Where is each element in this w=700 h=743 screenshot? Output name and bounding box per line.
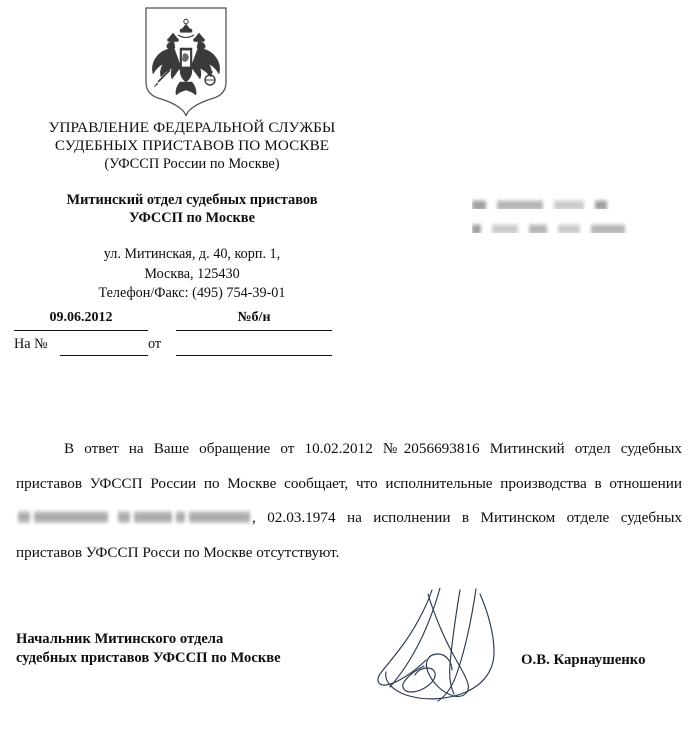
letter-number-rule <box>176 330 332 331</box>
redaction-token <box>591 224 625 233</box>
redaction-token <box>529 224 547 233</box>
letter-number-value: №б/н <box>237 310 271 325</box>
org-header-line-2: СУДЕБНЫХ ПРИСТАВОВ ПО МОСКВЕ <box>54 136 330 154</box>
reference-block <box>0 310 700 358</box>
address-phone: Телефон/Факс: (495) 754-39-01 <box>98 285 286 302</box>
redaction-token <box>595 200 607 209</box>
addressee-redaction-line-1 <box>472 196 662 209</box>
handwritten-signature <box>368 588 528 706</box>
incoming-date-rule <box>176 355 332 356</box>
signatory-name: О.В. Карнаушенко <box>521 652 646 668</box>
signatory-title-line-2: судебных приставов УФССП по Москве <box>16 650 281 667</box>
signatory-title-line-1: Начальник Митинского отдела <box>16 631 224 647</box>
body-paragraph <box>16 432 682 570</box>
department-block <box>14 192 370 228</box>
redaction-token <box>472 224 481 233</box>
organization-header <box>14 119 370 172</box>
signatory-title <box>16 630 281 669</box>
letter-date-value: 09.06.2012 <box>49 310 113 325</box>
redaction-token <box>492 224 518 233</box>
incoming-date-label: от <box>148 336 162 352</box>
address-city: Москва, 125430 <box>144 265 240 282</box>
redaction-token <box>472 200 486 209</box>
body-text-part-1: В ответ на Ваше обращение от 10.02.2012 №2056693816 Митинский отдел судебных приставов УФССП России по Москве сообщает, что исполнительные производства в отношении <box>16 440 682 492</box>
department-line-1: Митинский отдел судебных приставов <box>66 192 318 208</box>
org-header-line-1: УПРАВЛЕНИЕ ФЕДЕРАЛЬНОЙ СЛУЖБЫ <box>48 119 336 136</box>
department-line-2: УФССП по Москве <box>129 209 255 226</box>
address-block <box>14 245 370 304</box>
redaction-token <box>497 200 543 209</box>
org-header-line-3: (УФССП России по Москве) <box>104 155 280 172</box>
letter-date-rule <box>14 330 148 331</box>
incoming-number-rule <box>60 355 148 356</box>
incoming-number-label: На № <box>14 336 48 352</box>
addressee-redaction-line-2 <box>472 220 662 233</box>
redaction-token <box>558 224 580 233</box>
letter-body <box>16 432 682 570</box>
inline-name-redaction <box>18 511 250 523</box>
coat-of-arms-emblem <box>140 4 232 116</box>
address-street: ул. Митинская, д. 40, корп. 1, <box>103 246 281 262</box>
redaction-token <box>554 200 584 209</box>
addressee-block <box>472 196 662 244</box>
body-text-part-2: , 02.03.1974 на исполнении в Митинском отделе судебных приставов УФССП Росси по Москве отсутствуют. <box>16 509 682 561</box>
